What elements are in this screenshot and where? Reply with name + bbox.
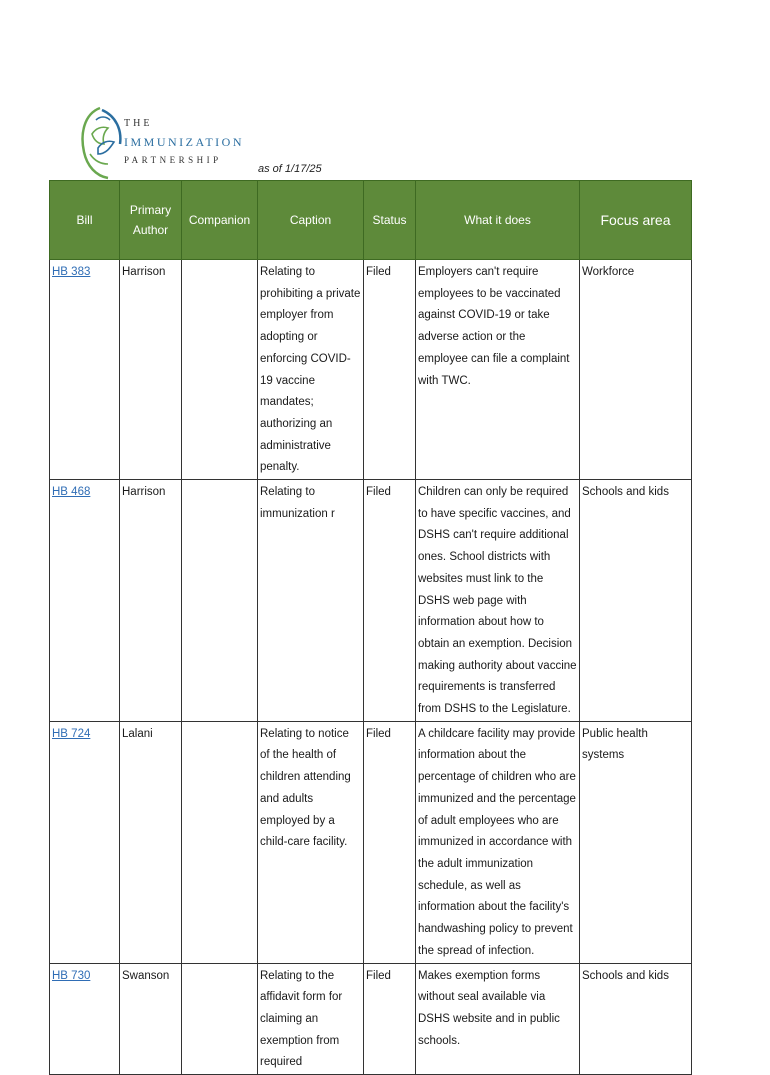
status-cell: Filed <box>364 260 416 480</box>
author-cell: Harrison <box>120 260 182 480</box>
logo-line-1: THE <box>124 118 153 129</box>
caption-cell: Relating to prohibiting a private employer from adopting or enforcing COVID-19 vaccine mandates; authorizing an administrative penalty. <box>258 260 364 480</box>
header-companion: Companion <box>182 181 258 260</box>
focus-area-cell: Schools and kids <box>580 480 692 722</box>
bills-table <box>49 180 692 1075</box>
companion-cell <box>182 963 258 1075</box>
bill-cell <box>50 260 120 480</box>
what-it-does-cell: Employers can't require employees to be vaccinated against COVID-19 or take adverse action or the employee can file a complaint with TWC. <box>416 260 580 480</box>
table-row <box>50 721 692 963</box>
bill-cell <box>50 963 120 1075</box>
status-cell: Filed <box>364 963 416 1075</box>
bill-link[interactable]: HB 383 <box>52 266 91 278</box>
bill-link[interactable]: HB 730 <box>52 969 91 982</box>
as-of-date: as of 1/17/25 <box>258 163 322 175</box>
author-cell: Harrison <box>120 480 182 722</box>
companion-cell <box>182 480 258 722</box>
logo-line-3: PARTNERSHIP <box>124 155 222 165</box>
logo <box>78 104 244 184</box>
what-it-does-cell: A childcare facility may provide information about the percentage of children who are immunized and the percentage of adult employees who are immunized in accordance with the adult immunization schedule, as well as information about the facility's handwashing policy to prevent the spread of infection. <box>416 721 580 963</box>
header-bill: Bill <box>50 181 120 260</box>
header-primary-author: Primary Author <box>120 181 182 260</box>
what-it-does-cell: Makes exemption forms without seal available via DSHS website and in public schools. <box>416 963 580 1075</box>
companion-cell <box>182 260 258 480</box>
focus-area-cell: Workforce <box>580 260 692 480</box>
caption-cell: Relating to the affidavit form for claiming an exemption from required <box>258 963 364 1075</box>
header-caption: Caption <box>258 181 364 260</box>
bill-cell <box>50 721 120 963</box>
status-cell: Filed <box>364 480 416 722</box>
caption-cell: Relating to immunization r <box>258 480 364 722</box>
table-row <box>50 480 692 722</box>
bill-link[interactable]: HB 468 <box>52 486 91 499</box>
table-row <box>50 260 692 480</box>
caption-cell: Relating to notice of the health of children attending and adults employed by a child-care facility. <box>258 721 364 963</box>
table-row <box>50 963 692 1075</box>
logo-line-2: IMMUNIZATION <box>124 135 244 149</box>
hands-leaf-icon <box>78 104 124 180</box>
companion-cell <box>182 721 258 963</box>
header-row <box>50 181 692 260</box>
bill-link[interactable]: HB 724 <box>52 727 91 740</box>
author-cell: Lalani <box>120 721 182 963</box>
focus-area-cell: Schools and kids <box>580 963 692 1075</box>
header-focus-area: Focus area <box>580 181 692 260</box>
status-cell: Filed <box>364 721 416 963</box>
author-cell: Swanson <box>120 963 182 1075</box>
what-it-does-cell: Children can only be required to have specific vaccines, and DSHS can't require additional ones. School districts with websites must link to the DSHS web page with information about how to obtain an exemption. Decision making authority about vaccine requirements is transferred from DSHS to the Legislature. <box>416 480 580 722</box>
header-status: Status <box>364 181 416 260</box>
header-what-it-does: What it does <box>416 181 580 260</box>
focus-area-cell: Public health systems <box>580 721 692 963</box>
bill-cell <box>50 480 120 722</box>
